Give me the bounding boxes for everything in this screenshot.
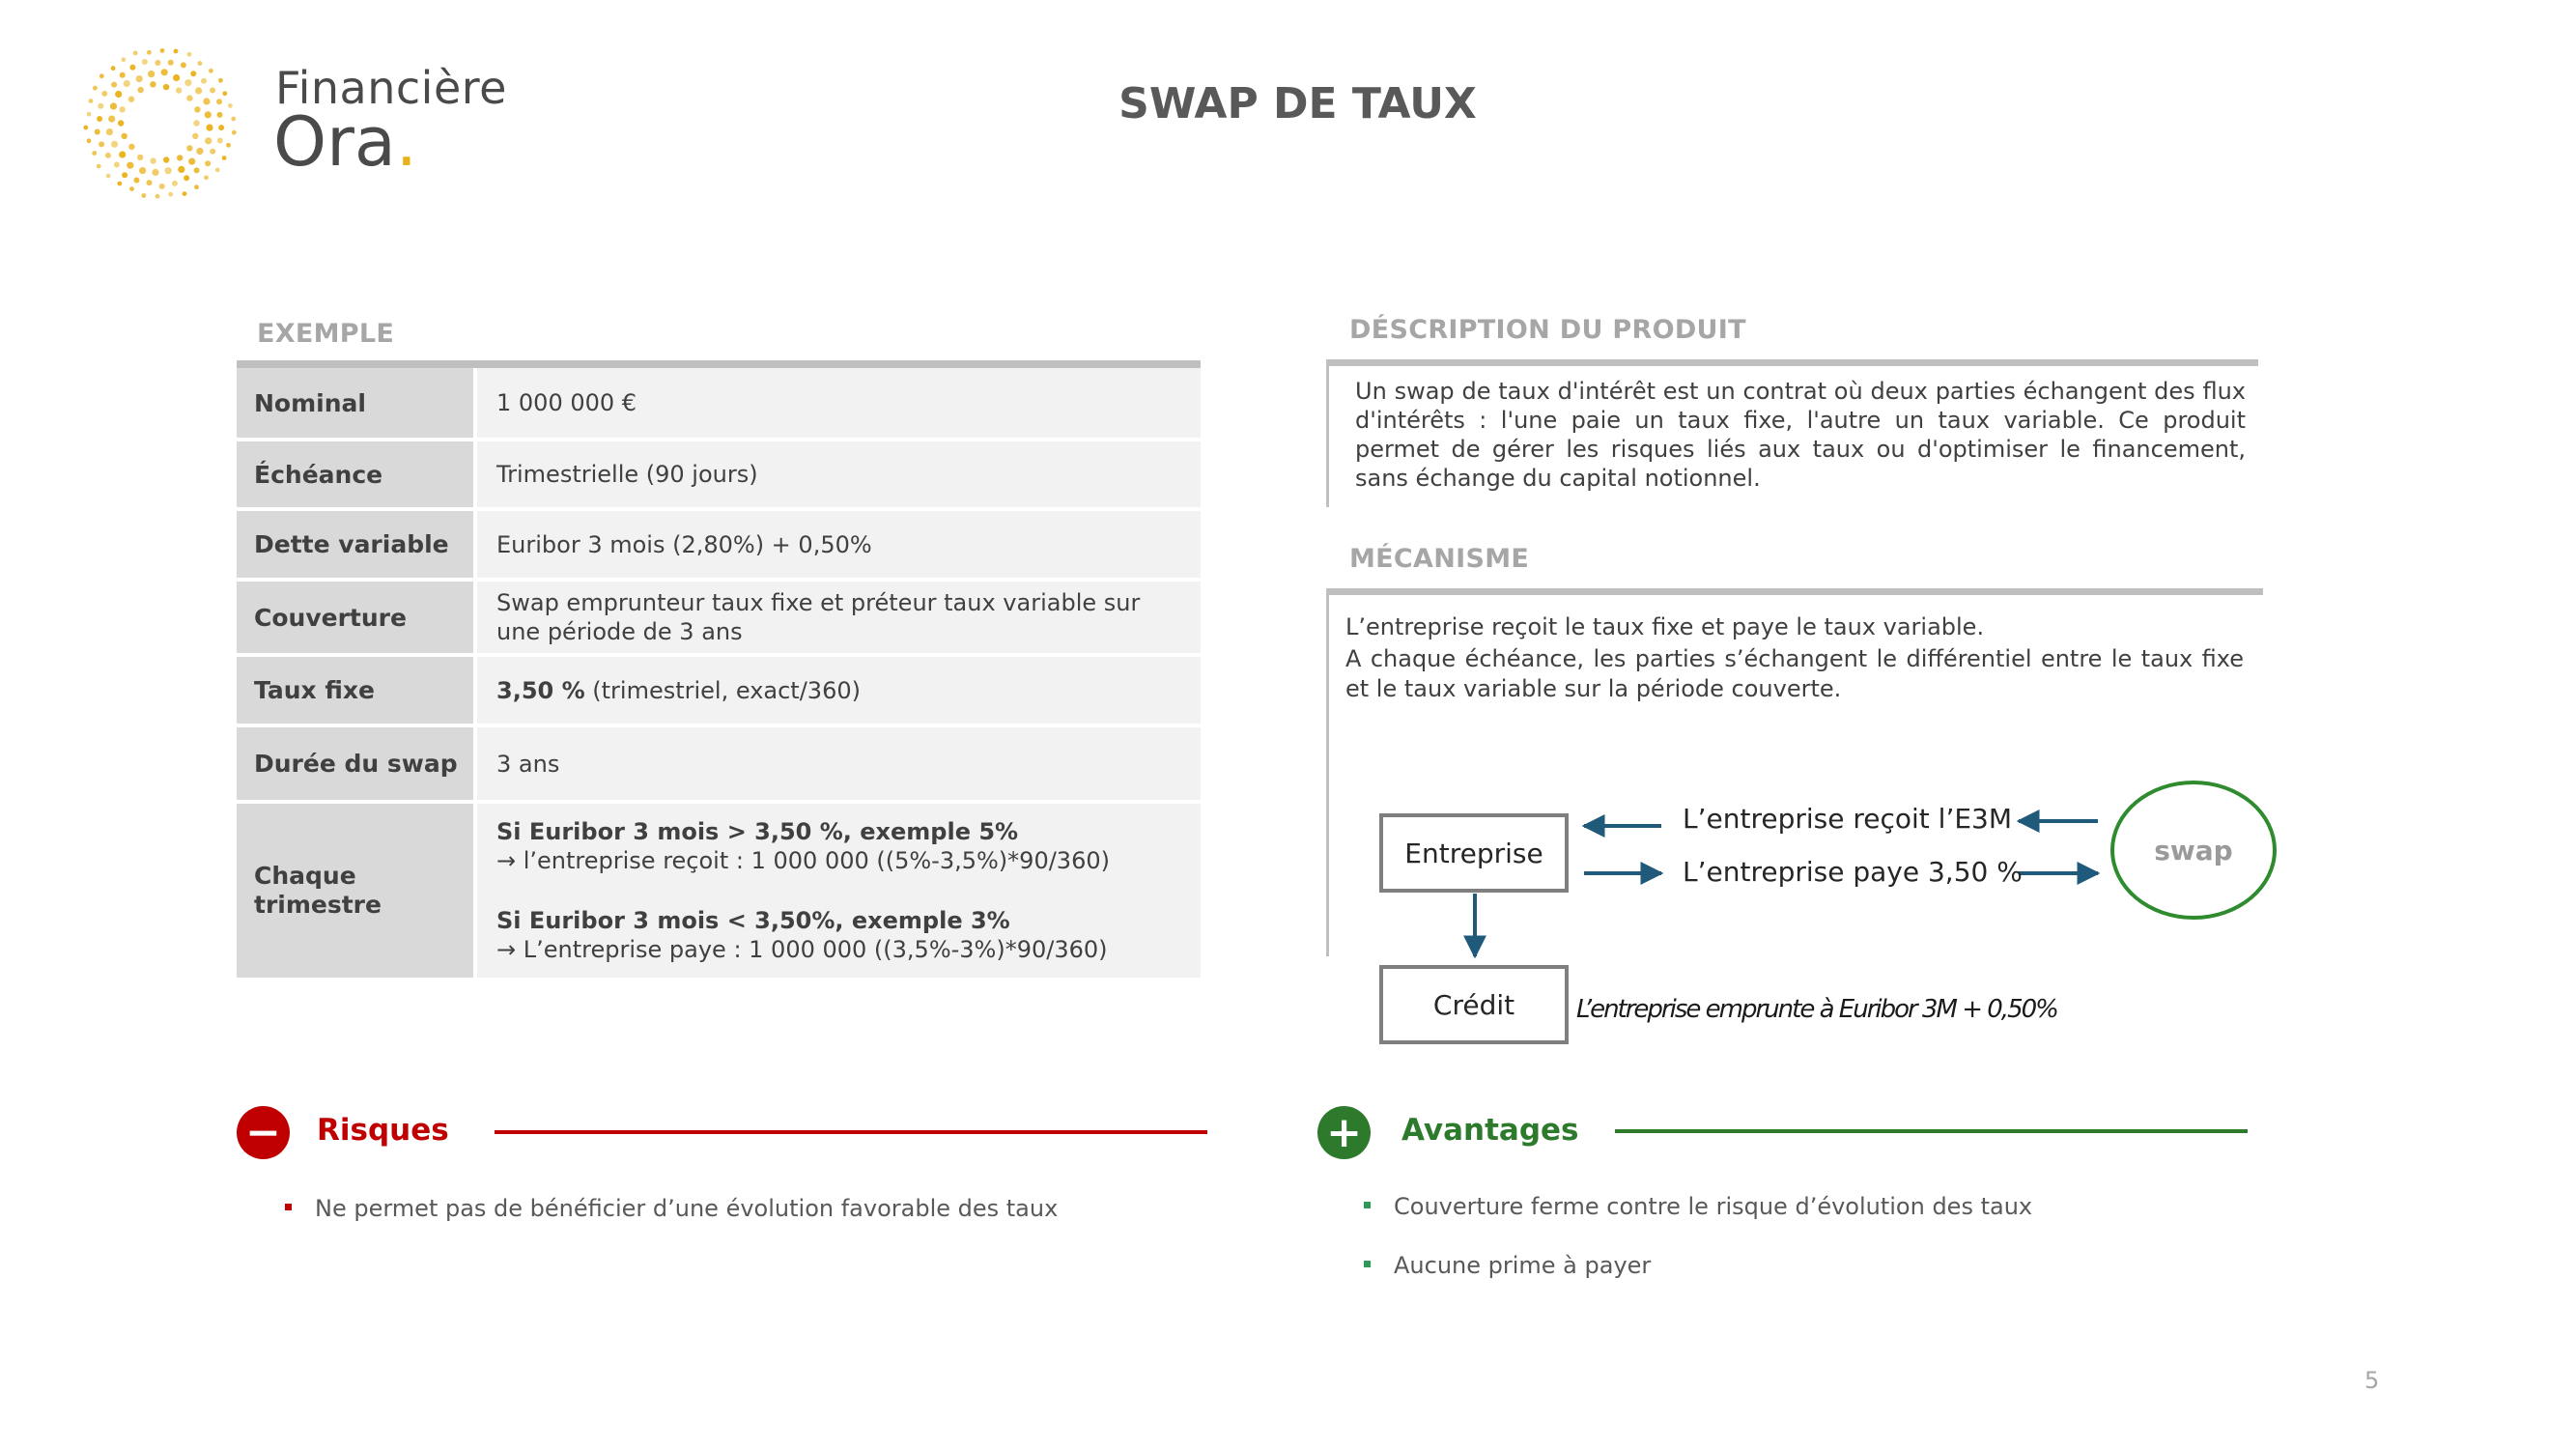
mechanism-heading: MÉCANISME [1349,544,1530,574]
case1-text: → l’entreprise reçoit : 1 000 000 ((5%-3,5%)*90/360) [496,847,1110,874]
advantages-title: Avantages [1401,1113,1579,1148]
row-label: Chaque trimestre [237,804,473,978]
row-value: Euribor 3 mois (2,80%) + 0,50% [477,511,1201,578]
case1-title: Si Euribor 3 mois > 3,50 %, exemple 5% [496,818,1019,845]
table-row [237,441,1201,507]
example-table-topbar [237,360,1201,368]
credit-note: L’entreprise emprunte à Euribor 3M + 0,50% [1576,995,2057,1024]
case2-title: Si Euribor 3 mois < 3,50%, exemple 3% [496,907,1010,934]
case2-text: → L’entreprise paye : 1 000 000 ((3,5%-3%)*90/360) [496,936,1108,963]
pay-flow-label: L’entreprise paye 3,50 % [1683,856,2023,888]
credit-box: Crédit [1379,965,1569,1044]
mechanism-topbar [1326,588,2263,595]
advantages-divider [1615,1129,2248,1133]
description-heading: DÉSCRIPTION DU PRODUIT [1349,315,1746,345]
table-row [237,368,1201,438]
mechanism-leftbar [1326,595,1329,956]
row-label: Taux fixe [237,657,473,724]
row-value [477,804,1201,978]
table-row [237,511,1201,578]
brand-name-line1: Financière [275,62,507,114]
table-row [237,804,1201,978]
row-label: Couverture [237,582,473,653]
list-item: Couverture ferme contre le risque d’évolution des taux [1364,1193,2032,1220]
risks-divider [495,1130,1207,1134]
row-label: Durée du swap [237,727,473,800]
description-leftbar [1326,366,1329,507]
plus-icon: + [1317,1106,1371,1159]
swap-counterparty-circle: swap [2110,781,2277,920]
company-box: Entreprise [1379,813,1569,893]
list-item: Aucune prime à payer [1364,1252,1651,1279]
table-row [237,727,1201,800]
row-value: Trimestrielle (90 jours) [477,441,1201,507]
page-number: 5 [2364,1367,2380,1394]
risks-title: Risques [317,1113,449,1148]
table-row [237,582,1201,653]
row-value: 3 ans [477,727,1201,800]
row-label: Échéance [237,441,473,507]
mechanism-line2: A chaque échéance, les parties s’échangent le différentiel entre le taux fixe et le taux variable sur la période couverte. [1345,645,2244,702]
row-label: Dette variable [237,511,473,578]
table-row [237,657,1201,724]
page-title: SWAP DE TAUX [1118,79,1477,128]
description-topbar [1326,359,2258,366]
row-value: Swap emprunteur taux fixe et préteur taux variable sur une période de 3 ans [477,582,1201,653]
description-text: Un swap de taux d'intérêt est un contrat où deux parties échangent des flux d'intérêts : l'une paie un taux fixe, l'autre un taux variable. Ce produit permet de gérer les risques liés aux taux ou d'optimiser le financement, sans échange du capital notionnel. [1355,378,2246,492]
receive-flow-label: L’entreprise reçoit l’E3M [1683,803,2013,835]
row-value: 1 000 000 € [477,368,1201,438]
brand-name-line2: Ora. [273,102,418,182]
example-heading: EXEMPLE [257,319,395,349]
mechanism-line1: L’entreprise reçoit le taux fixe et paye le taux variable. [1345,613,1985,640]
list-item: Ne permet pas de bénéficier d’une évolution favorable des taux [285,1195,1058,1222]
row-value: 3,50 % (trimestriel, exact/360) [477,657,1201,724]
minus-icon: − [237,1106,290,1159]
mechanism-text [1345,612,2244,704]
row-label: Nominal [237,368,473,438]
